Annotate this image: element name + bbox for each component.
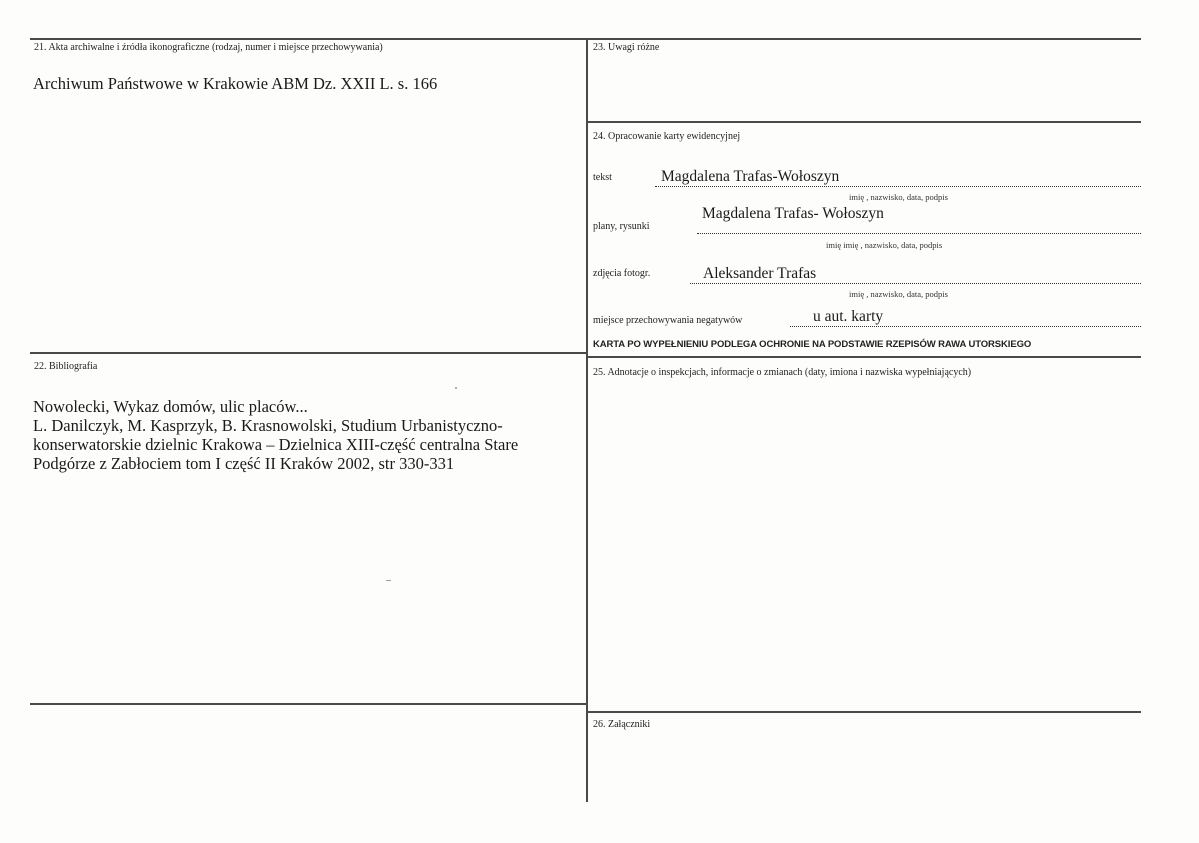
- section-26-label: 26. Załączniki: [593, 719, 651, 730]
- scan-speck: [455, 387, 457, 389]
- section-25-label: 25. Adnotacje o inspekcjach, informacje o zmianach (daty, imiona i nazwiska wypełniających): [593, 367, 972, 378]
- section-22-label: 22. Bibliografia: [34, 361, 98, 372]
- plany-dotted-line: [697, 233, 1141, 234]
- section-23-label: 23. Uwagi różne: [593, 42, 660, 53]
- bibliography-line: L. Danilczyk, M. Kasprzyk, B. Krasnowolski, Studium Urbanistyczno-: [33, 416, 503, 435]
- bibliography-line: Podgórze z Zabłociem tom I część II Kraków 2002, str 330-331: [33, 454, 455, 473]
- negatywy-label: miejsce przechowywania negatywów: [593, 315, 743, 326]
- plany-value: Magdalena Trafas- Wołoszyn: [702, 205, 884, 222]
- tekst-label: tekst: [593, 172, 612, 183]
- section-22-bibliography: [33, 397, 518, 473]
- section-24-label: 24. Opracowanie karty ewidencyjnej: [593, 131, 741, 142]
- tekst-caption: imię , nazwisko, data, podpis: [849, 192, 948, 202]
- plany-caption: imię imię , nazwisko, data, podpis: [826, 240, 943, 250]
- copyright-notice: KARTA PO WYPEŁNIENIU PODLEGA OCHRONIE NA PODSTAWIE RZEPISÓW RAWA UTORSKIEGO: [593, 339, 1032, 350]
- divider-left-bottom: [30, 703, 587, 705]
- plany-label: plany, rysunki: [593, 221, 650, 232]
- divider-left-21-22: [30, 352, 587, 354]
- tekst-value: Magdalena Trafas-Wołoszyn: [661, 168, 840, 185]
- divider-23-24: [587, 121, 1141, 123]
- section-21-label: 21. Akta archiwalne i źródła ikonograficzne (rodzaj, numer i miejsce przechowywania): [34, 42, 383, 53]
- center-divider: [586, 38, 588, 802]
- divider-right-25-26: [587, 711, 1141, 713]
- zdjecia-label: zdjęcia fotogr.: [593, 268, 651, 279]
- bibliography-line: konserwatorskie dzielnic Krakowa – Dzielnica XIII-część centralna Stare: [33, 435, 519, 454]
- scan-speck: [386, 580, 391, 581]
- section-21-value: Archiwum Państwowe w Krakowie ABM Dz. XXII L. s. 166: [33, 74, 438, 93]
- negatywy-dotted-line: [790, 326, 1141, 327]
- divider-right-24-25: [587, 356, 1141, 358]
- tekst-dotted-line: [655, 186, 1141, 187]
- zdjecia-dotted-line: [690, 283, 1141, 284]
- bibliography-line: Nowolecki, Wykaz domów, ulic placów...: [33, 397, 308, 416]
- zdjecia-value: Aleksander Trafas: [703, 265, 817, 282]
- zdjecia-caption: imię , nazwisko, data, podpis: [849, 289, 948, 299]
- negatywy-value: u aut. karty: [813, 308, 884, 325]
